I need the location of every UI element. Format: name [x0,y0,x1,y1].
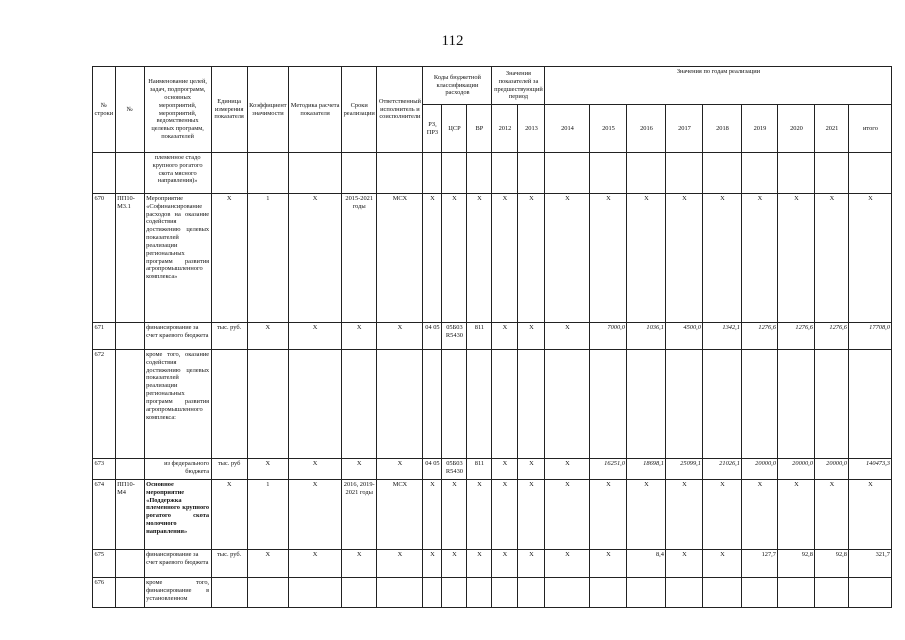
table-row [93,323,892,350]
cell-2014: Х [545,480,590,550]
cell-csr: Х [442,480,467,550]
cell-num: ПП10-М3.1 [115,194,144,323]
cell-2019: 20000,0 [742,459,778,480]
cell-2015: Х [590,480,627,550]
cell-method: Х [289,480,342,550]
header-2019: 2019 [742,105,778,153]
cell-2020: 1276,6 [778,323,815,350]
cell-method: Х [289,323,342,350]
cell-2015: 7000,0 [590,323,627,350]
cell-2016: 1036,1 [627,323,666,350]
table-row [93,153,892,194]
cell-resp: Х [377,459,423,480]
header-terms: Сроки реализации [342,67,377,153]
cell-2021: 20000,0 [815,459,849,480]
cell-vr: 811 [467,459,492,480]
cell-vr: Х [467,550,492,578]
cell-2017: Х [666,480,703,550]
cell-resp: МСХ [377,194,423,323]
header-num: № [115,67,144,153]
header-coef: Коэффициент значимости [247,67,288,153]
cell-unit: Х [211,480,247,550]
table-row [93,578,892,608]
header-2017: 2017 [666,105,703,153]
cell-rz: Х [423,550,442,578]
cell-2020: 92,8 [778,550,815,578]
cell-coef: Х [247,459,288,480]
cell-name: кроме того, финансирование в установленном [144,578,211,608]
cell-2018: 21026,1 [703,459,742,480]
cell-name: Основное мероприятие «Поддержка племенного крупного рогатого скота молочного направления» [144,480,211,550]
cell-2021: Х [815,480,849,550]
header-rz: РЗ, ПР3 [423,105,442,153]
cell-name: Мероприятие «Софинансирование расходов на оказание содействия достижению целевых показателей реализации региональных программ развития агропромышленного комплекса» [144,194,211,323]
cell-2021: 92,8 [815,550,849,578]
cell-unit: Х [211,194,247,323]
cell-2019: 127,7 [742,550,778,578]
cell-2014: Х [545,194,590,323]
cell-2012: Х [492,480,518,550]
cell-2015: Х [590,194,627,323]
header-method: Методика расчета показателя [289,67,342,153]
cell-2020: Х [778,480,815,550]
cell-2016: 8,4 [627,550,666,578]
cell-coef: 1 [247,480,288,550]
cell-terms: 2016, 2019-2021 годы [342,480,377,550]
cell-row-id: 670 [93,194,116,323]
cell-csr: Х [442,550,467,578]
cell-2013: Х [518,194,545,323]
cell-coef: 1 [247,194,288,323]
cell-2013: Х [518,323,545,350]
cell-2019: Х [742,194,778,323]
header-2018: 2018 [703,105,742,153]
header-total: итого [849,105,892,153]
header-unit: Единица измерения показателя [211,67,247,153]
cell-2017: 4500,0 [666,323,703,350]
cell-unit: тыс. руб. [211,323,247,350]
cell-unit: тыс. руб. [211,550,247,578]
cell-2016: Х [627,194,666,323]
cell-name: из федерального бюджета [144,459,211,480]
cell-2016: 18698,1 [627,459,666,480]
cell-2015: Х [590,550,627,578]
cell [115,153,144,194]
cell-csr: 05Б03 R5430 [442,323,467,350]
cell-2013: Х [518,459,545,480]
cell-2017: Х [666,550,703,578]
table-row [93,459,892,480]
cell-name: кроме того, оказание содействия достижению целевых показателей реализации региональных программ развития агропромышленного комплекса: [144,350,211,459]
cell-method: Х [289,550,342,578]
cell-2017: 25099,1 [666,459,703,480]
cell-2012: Х [492,550,518,578]
header-2020: 2020 [778,105,815,153]
header-budget-codes: Коды бюджетной классификации расходов [423,67,492,105]
cell-2012: Х [492,459,518,480]
cell-2013: Х [518,550,545,578]
cell-2015: 16251,0 [590,459,627,480]
cell-row-id: 671 [93,323,116,350]
table-row [93,194,892,323]
cell-rz: 04 05 [423,323,442,350]
cell-total: Х [849,480,892,550]
cell-2021: Х [815,194,849,323]
cell-total: Х [849,194,892,323]
cell-2018: Х [703,550,742,578]
cell-2012: Х [492,323,518,350]
cell-name-continued: племенное стадо крупного рогатого скота мясного направления)» [144,153,211,194]
cell-2018: Х [703,194,742,323]
header-2014: 2014 [545,105,590,153]
cell-csr: 05Б03 R5430 [442,459,467,480]
cell-resp: Х [377,323,423,350]
cell-name: финансирование за счет краевого бюджета [144,323,211,350]
header-row-num: № строки [93,67,116,153]
cell-method: Х [289,459,342,480]
cell-resp: МСХ [377,480,423,550]
cell-2021: 1276,6 [815,323,849,350]
cell-2014: Х [545,323,590,350]
cell-row-id: 675 [93,550,116,578]
cell-unit: тыс. руб [211,459,247,480]
cell-row-id: 672 [93,350,116,459]
cell-terms: 2015-2021 годы [342,194,377,323]
header-2012: 2012 [492,105,518,153]
table-row [93,480,892,550]
cell-row-id: 676 [93,578,116,608]
cell-method: Х [289,194,342,323]
header-resp: Ответственный исполнитель и соисполнители [377,67,423,153]
cell-num: ПП10-М4 [115,480,144,550]
cell-terms: Х [342,550,377,578]
cell-row-id: 674 [93,480,116,550]
cell-2016: Х [627,480,666,550]
cell [93,153,116,194]
cell-vr: Х [467,194,492,323]
cell-2019: 1276,6 [742,323,778,350]
cell-2014: Х [545,459,590,480]
cell-total: 17708,0 [849,323,892,350]
header-years-values: Значения по годам реализации [545,67,892,105]
cell-name: финансирование за счет краевого бюджета [144,550,211,578]
cell-total: 140473,3 [849,459,892,480]
cell-row-id: 673 [93,459,116,480]
header-csr: ЦСР [442,105,467,153]
cell-terms: Х [342,323,377,350]
header-vr: ВР [467,105,492,153]
cell-rz: Х [423,480,442,550]
cell-csr: Х [442,194,467,323]
page-number: 112 [441,33,464,49]
cell-2017: Х [666,194,703,323]
header-2015: 2015 [590,105,627,153]
header-2013: 2013 [518,105,545,153]
cell-2019: Х [742,480,778,550]
cell-num [115,550,144,578]
cell-resp: Х [377,550,423,578]
table-row [93,550,892,578]
cell-2020: Х [778,194,815,323]
program-table [92,66,892,608]
cell-vr: Х [467,480,492,550]
cell-total: 321,7 [849,550,892,578]
header-prev-values: Значения показателей за предшествующий период [492,67,545,105]
cell-vr: 811 [467,323,492,350]
cell-2013: Х [518,480,545,550]
cell-2018: Х [703,480,742,550]
cell-num [115,323,144,350]
table-row [93,350,892,459]
cell-2018: 1342,1 [703,323,742,350]
cell-num [115,459,144,480]
cell-coef: Х [247,550,288,578]
header-name: Наименование целей, задач, подпрограмм, основных мероприятий, мероприятий, ведомственных целевых программ, показателей [144,67,211,153]
cell-terms: Х [342,459,377,480]
cell-2012: Х [492,194,518,323]
cell-rz: Х [423,194,442,323]
cell-coef: Х [247,323,288,350]
cell-2020: 20000,0 [778,459,815,480]
cell-2014: Х [545,550,590,578]
cell-rz: 04 05 [423,459,442,480]
header-2016: 2016 [627,105,666,153]
header-2021: 2021 [815,105,849,153]
